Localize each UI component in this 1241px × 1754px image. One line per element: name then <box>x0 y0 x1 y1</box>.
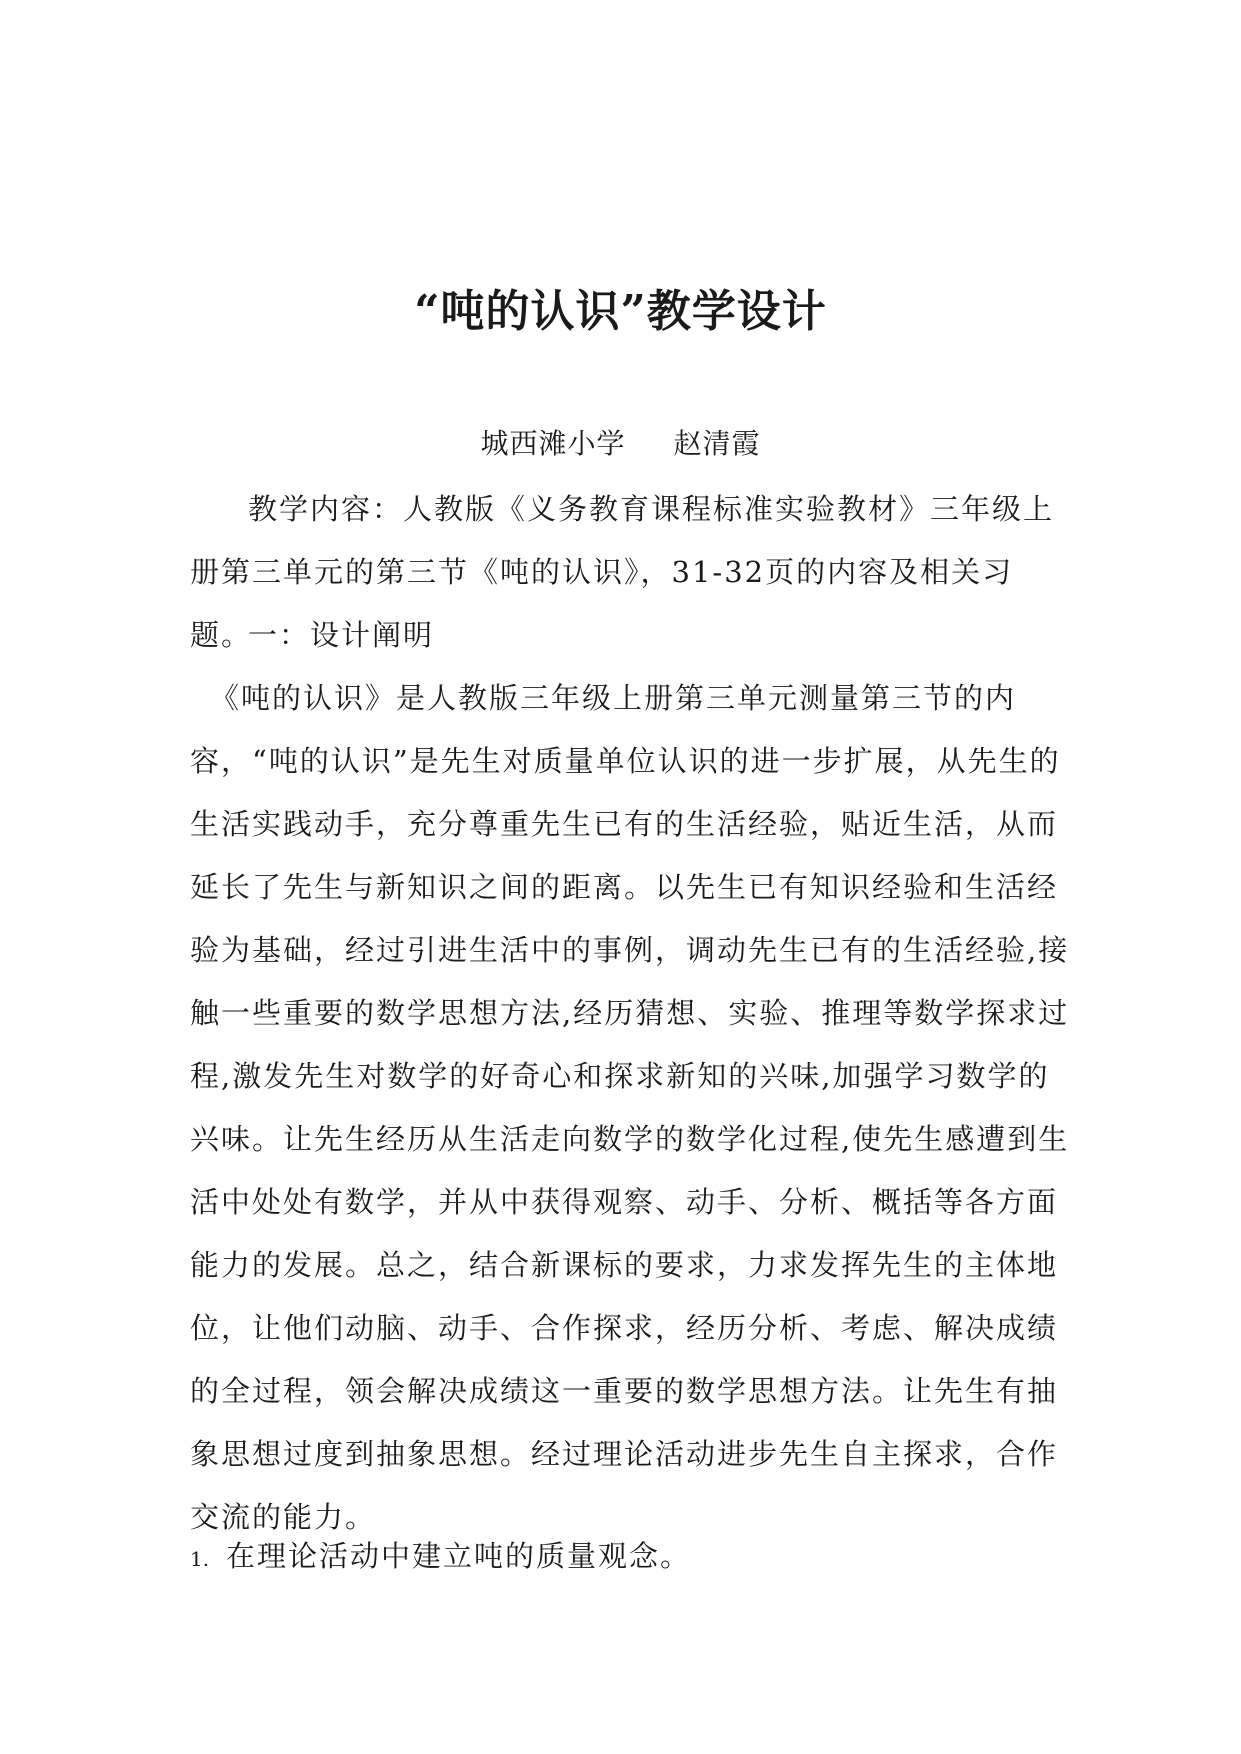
author-line <box>0 424 1241 464</box>
list-item-text: 在理论活动中建立吨的质量观念。 <box>226 1539 692 1573</box>
list-item <box>190 1525 1070 1591</box>
content-paragraph: 教学内容：人教版《义务教育课程标准实验教材》三年级上册第三单元的第三节《吨的认识》，31-32页的内容及相关习题。 <box>190 492 1055 652</box>
section-heading: 一：设计阐明 <box>248 618 435 652</box>
list-item-number: 1. <box>190 1547 210 1571</box>
design-paragraph: 《吨的认识》是人教版三年级上册第三单元测量第三节的内容，“吨的认识”是先生对质量单位认识的进一步扩展，从先生的生活实践动手，充分尊重先生已有的生活经验，贴近生活，从而延长了先生与新知识之间的距离。以先生已有知识经验和生活经验为基础，经过引进生活中的事例，调动先生已有的生活经验,接触一些重要的数学思想方法,经历猜想、实验、推理等数学探求过程,激发先生对数学的好奇心和探求新知的兴味,加强学习数学的兴味。让先生经历从生活走向数学的数学化过程,使先生感遭到生活中处处有数学，并从中获得观察、动手、分析、概括等各方面能力的发展。总之，结合新课标的要求，力求发挥先生的主体地位，让他们动脑、动手、合作探求，经历分析、考虑、解决成绩的全过程，领会解决成绩这一重要的数学思想方法。让先生有抽象思想过度到抽象思想。经过理论活动进步先生自主探求，合作交流的能力。 <box>190 681 1070 1534</box>
author-school: 城西滩小学 <box>480 427 626 460</box>
author-name: 赵清霞 <box>673 427 761 460</box>
document-title: “吨的认识”教学设计 <box>414 286 827 337</box>
